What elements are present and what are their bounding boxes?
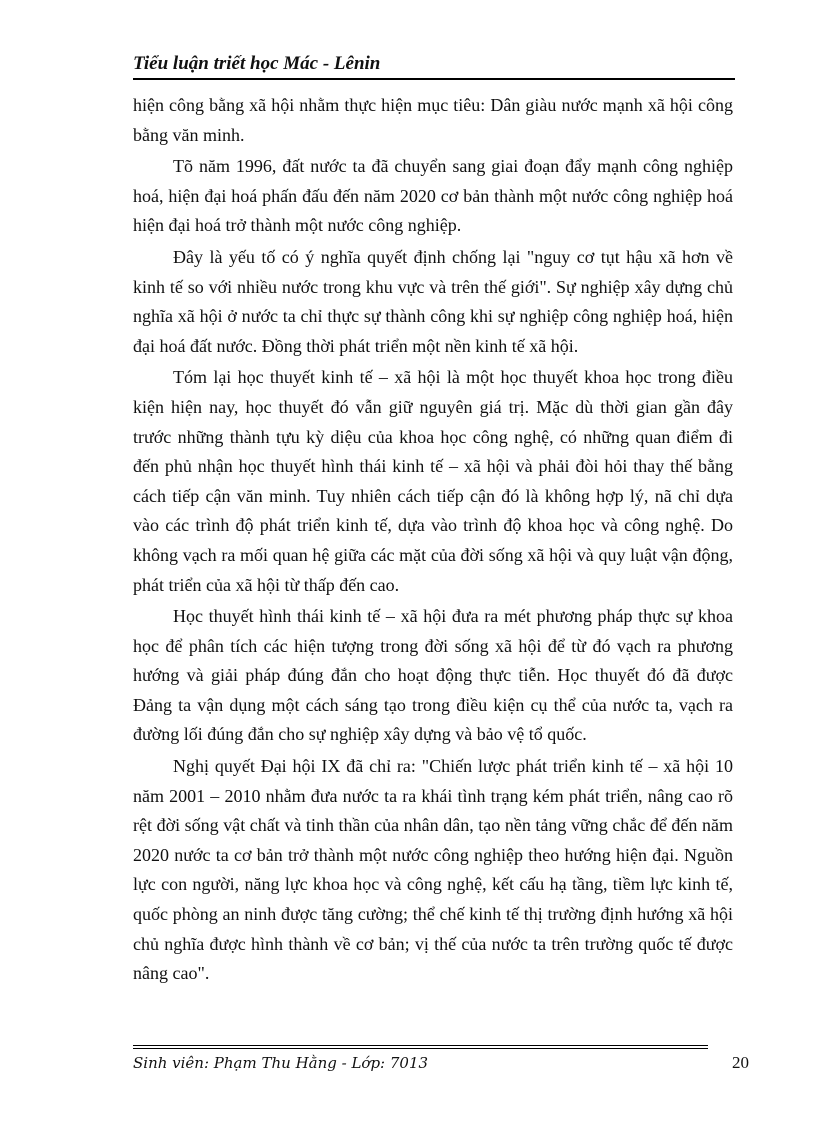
page-number: 20 <box>732 1053 749 1072</box>
paragraph: Đây là yếu tố có ý nghĩa quyết định chống lại "nguy cơ tụt hậu xã hơn về kinh tế so với nhiều nước trong khu vực và trên thế giới". Sự nghiệp xây dựng chủ nghĩa xã hội ở nước ta chỉ thực sự thành công khi sự nghiệp công nghiệp hoá, hiện đại hoá đất nước. Đồng thời phát triển một nền kinh tế xã hội. <box>133 246 733 356</box>
paragraph: Nghị quyết Đại hội IX đã chỉ ra: "Chiến lược phát triển kinh tế – xã hội 10 năm 2001 – 2010 nhằm đưa nước ta ra khái tình trạng kém phát triển, nâng cao rõ rệt đời sống vật chất và tinh thần của nhân dân, tạo nền tảng vững chắc để đến năm 2020 nước ta cơ bản trở thành một nước công nghiệp theo hướng hiện đại. Nguồn lực con người, năng lực khoa học và công nghệ, kết cấu hạ tầng, tiềm lực kinh tế, quốc phòng an ninh được tăng cường; thể chế kinh tế thị trường định hướng xã hội chủ nghĩa được hình thành về cơ bản; vị thế của nước ta trên trường quốc tế được nâng cao". <box>133 756 733 984</box>
body-text <box>133 91 733 989</box>
paragraph: Học thuyết hình thái kinh tế – xã hội đưa ra mét phương pháp thực sự khoa học để phân tích các hiện tượng trong đời sống xã hội để từ đó vạch ra phương hướng và giải pháp đúng đắn cho hoạt động thực tiễn. Học thuyết đó đã được Đảng ta vận dụng một cách sáng tạo trong điều kiện cụ thể của nước ta, vạch ra đường lối đúng đắn cho sự nghiệp xây dựng và bảo vệ tổ quốc. <box>133 606 733 745</box>
header-rule <box>133 78 735 80</box>
page-footer <box>133 1045 749 1073</box>
footer-row <box>133 1053 749 1073</box>
paragraph: Tõ năm 1996, đất nước ta đã chuyển sang giai đoạn đẩy mạnh công nghiệp hoá, hiện đại hoá phấn đấu đến năm 2020 cơ bản thành một nước công nghiệp hoá hiện đại hoá trở thành một nước công nghiệp. <box>133 156 733 236</box>
footer-rule <box>133 1045 708 1049</box>
header-title: Tiểu luận triết học Mác - Lênin <box>133 53 381 74</box>
paragraph: Tóm lại học thuyết kinh tế – xã hội là một học thuyết khoa học trong điều kiện hiện nay, học thuyết đó vẫn giữ nguyên giá trị. Mặc dù thời gian gần đây trước những thành tựu kỳ diệu của khoa học công nghệ, có những quan điểm đi đến phủ nhận học thuyết hình thái kinh tế – xã hội và phải đòi hỏi thay thế bằng cách tiếp cận văn minh. Tuy nhiên cách tiếp cận đó là không hợp lý, nã chỉ dựa vào các trình độ phát triển kinh tế, dựa vào trình độ khoa học và công nghệ. Do không vạch ra mối quan hệ giữa các mặt của đời sống xã hội và quy luật vận động, phát triển của xã hội từ thấp đến cao. <box>133 367 733 595</box>
paragraph: hiện công bằng xã hội nhằm thực hiện mục tiêu: Dân giàu nước mạnh xã hội công bằng văn minh. <box>133 95 733 145</box>
page-header <box>133 52 735 80</box>
footer-student-info: Sinh viên: Phạm Thu Hằng - Lớp: 7013 <box>133 1054 429 1072</box>
